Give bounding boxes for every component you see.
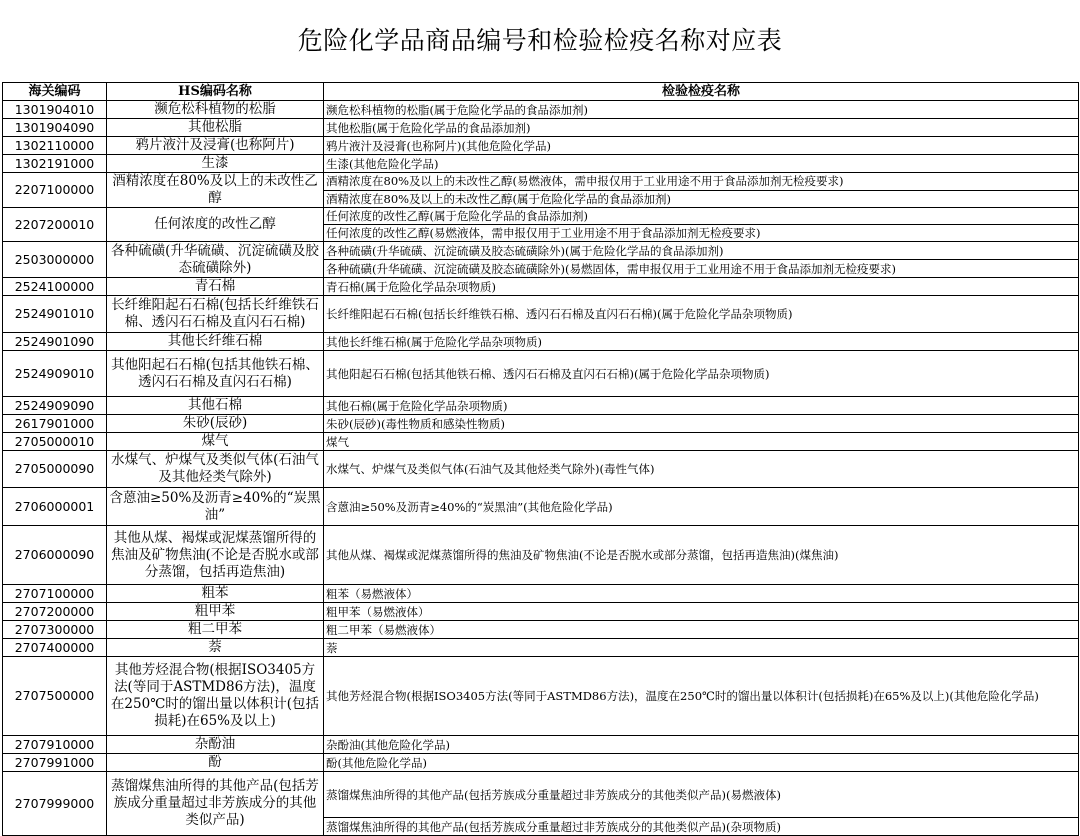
hs-name-cell: 酚 [107, 754, 324, 772]
inspection-name-cell: 生漆(其他危险化学品) [324, 155, 1079, 173]
customs-code-cell: 2524909090 [3, 397, 107, 415]
table-row [3, 208, 1079, 225]
hs-name-cell: 各种硫磺(升华硫磺、沉淀硫磺及胶态硫磺除外) [107, 242, 324, 278]
hs-name-cell: 其他石棉 [107, 397, 324, 415]
inspection-name-cell: 其他长纤维石棉(属于危险化学品杂项物质) [324, 333, 1079, 351]
inspection-name-cell: 其他松脂(属于危险化学品的食品添加剂) [324, 119, 1079, 137]
customs-code-cell: 2707100000 [3, 585, 107, 603]
inspection-name-cell: 蒸馏煤焦油所得的其他产品(包括芳族成分重量超过非芳族成分的其他类似产品)(易燃液体) [324, 772, 1079, 818]
table-header-row [3, 83, 1079, 101]
hs-name-cell: 濒危松科植物的松脂 [107, 101, 324, 119]
inspection-name-cell: 粗二甲苯（易燃液体） [324, 621, 1079, 639]
table-row [3, 488, 1079, 526]
table-row [3, 351, 1079, 397]
hs-name-cell: 其他芳烃混合物(根据ISO3405方法(等同于ASTMD86方法)，温度在250℃时的馏出量以体积计(包括损耗)在65%及以上) [107, 657, 324, 736]
customs-code-cell: 1302191000 [3, 155, 107, 173]
customs-code-cell: 2524100000 [3, 278, 107, 296]
header-inspection-name: 检验检疫名称 [324, 83, 1079, 101]
hs-name-cell: 其他松脂 [107, 119, 324, 137]
hs-name-cell: 杂酚油 [107, 736, 324, 754]
customs-code-cell: 2706000090 [3, 526, 107, 585]
hs-name-cell: 鸦片液汁及浸膏(也称阿片) [107, 137, 324, 155]
customs-code-cell: 2503000000 [3, 242, 107, 278]
table-row [3, 621, 1079, 639]
table-row [3, 639, 1079, 657]
table-row [3, 101, 1079, 119]
customs-code-cell: 2705000090 [3, 451, 107, 488]
inspection-name-cell: 蒸馏煤焦油所得的其他产品(包括芳族成分重量超过非芳族成分的其他类似产品)(杂项物质) [324, 818, 1079, 836]
hs-name-cell: 其他阳起石石棉(包括其他铁石棉、透闪石石棉及直闪石石棉) [107, 351, 324, 397]
hs-name-cell: 萘 [107, 639, 324, 657]
table-row [3, 173, 1079, 191]
inspection-name-cell: 其他石棉(属于危险化学品杂项物质) [324, 397, 1079, 415]
table-row [3, 296, 1079, 333]
inspection-name-cell: 濒危松科植物的松脂(属于危险化学品的食品添加剂) [324, 101, 1079, 119]
hs-name-cell: 朱砂(辰砂) [107, 415, 324, 433]
customs-code-cell: 1302110000 [3, 137, 107, 155]
inspection-name-cell: 青石棉(属于危险化学品杂项物质) [324, 278, 1079, 296]
customs-code-cell: 2707400000 [3, 639, 107, 657]
inspection-name-cell: 含蒽油≥50%及沥青≥40%的“炭黑油”(其他危险化学品) [324, 488, 1079, 526]
inspection-name-cell: 煤气 [324, 433, 1079, 451]
customs-code-cell: 2707500000 [3, 657, 107, 736]
customs-code-cell: 2617901000 [3, 415, 107, 433]
inspection-name-cell: 其他芳烃混合物(根据ISO3405方法(等同于ASTMD86方法)，温度在250℃时的馏出量以体积计(包括损耗)在65%及以上)(其他危险化学品) [324, 657, 1079, 736]
hs-name-cell: 含蒽油≥50%及沥青≥40%的“炭黑油” [107, 488, 324, 526]
hs-name-cell: 粗二甲苯 [107, 621, 324, 639]
table-row [3, 451, 1079, 488]
inspection-name-cell: 朱砂(辰砂)(毒性物质和感染性物质) [324, 415, 1079, 433]
header-hs-name: HS编码名称 [107, 83, 324, 101]
table-row [3, 278, 1079, 296]
customs-code-cell: 2524909010 [3, 351, 107, 397]
hs-name-cell: 酒精浓度在80%及以上的未改性乙醇 [107, 173, 324, 208]
hs-name-cell: 粗苯 [107, 585, 324, 603]
table-row [3, 754, 1079, 772]
customs-code-cell: 2707300000 [3, 621, 107, 639]
table-row [3, 397, 1079, 415]
inspection-name-cell: 酒精浓度在80%及以上的未改性乙醇(易燃液体，需申报仅用于工业用途不用于食品添加剂无检疫要求) [324, 173, 1079, 191]
customs-code-cell: 2524901090 [3, 333, 107, 351]
inspection-name-cell: 杂酚油(其他危险化学品) [324, 736, 1079, 754]
inspection-name-cell: 酒精浓度在80%及以上的未改性乙醇(属于危险化学品的食品添加剂) [324, 190, 1079, 208]
inspection-name-cell: 长纤维阳起石石棉(包括长纤维铁石棉、透闪石石棉及直闪石石棉)(属于危险化学品杂项物质) [324, 296, 1079, 333]
inspection-name-cell: 粗苯（易燃液体） [324, 585, 1079, 603]
table-row [3, 242, 1079, 260]
table-row [3, 333, 1079, 351]
table-row [3, 433, 1079, 451]
inspection-name-cell: 粗甲苯（易燃液体） [324, 603, 1079, 621]
customs-code-cell: 2707910000 [3, 736, 107, 754]
hs-name-cell: 蒸馏煤焦油所得的其他产品(包括芳族成分重量超过非芳族成分的其他类似产品) [107, 772, 324, 836]
header-customs-code: 海关编码 [3, 83, 107, 101]
customs-code-cell: 2707999000 [3, 772, 107, 836]
page-title: 危险化学品商品编号和检验检疫名称对应表 [297, 26, 783, 55]
customs-code-cell: 2707991000 [3, 754, 107, 772]
table-row [3, 585, 1079, 603]
table-row [3, 772, 1079, 818]
table-row [3, 603, 1079, 621]
customs-code-cell: 2524901010 [3, 296, 107, 333]
inspection-name-cell: 萘 [324, 639, 1079, 657]
inspection-name-cell: 酚(其他危险化学品) [324, 754, 1079, 772]
table-row [3, 119, 1079, 137]
table-row [3, 526, 1079, 585]
table-row [3, 155, 1079, 173]
hs-name-cell: 青石棉 [107, 278, 324, 296]
hs-name-cell: 水煤气、炉煤气及类似气体(石油气及其他烃类气除外) [107, 451, 324, 488]
hazardous-chemicals-table [2, 82, 1079, 836]
hs-name-cell: 生漆 [107, 155, 324, 173]
hs-name-cell: 其他长纤维石棉 [107, 333, 324, 351]
inspection-name-cell: 其他从煤、褐煤或泥煤蒸馏所得的焦油及矿物焦油(不论是否脱水或部分蒸馏，包括再造焦油)(煤焦油) [324, 526, 1079, 585]
table-row [3, 415, 1079, 433]
customs-code-cell: 2707200000 [3, 603, 107, 621]
hs-name-cell: 其他从煤、褐煤或泥煤蒸馏所得的焦油及矿物焦油(不论是否脱水或部分蒸馏，包括再造焦油) [107, 526, 324, 585]
table-row [3, 736, 1079, 754]
table-row [3, 657, 1079, 736]
customs-code-cell: 1301904090 [3, 119, 107, 137]
customs-code-cell: 2207200010 [3, 208, 107, 242]
hs-name-cell: 粗甲苯 [107, 603, 324, 621]
hs-name-cell: 任何浓度的改性乙醇 [107, 208, 324, 242]
hs-name-cell: 煤气 [107, 433, 324, 451]
hs-name-cell: 长纤维阳起石石棉(包括长纤维铁石棉、透闪石石棉及直闪石石棉) [107, 296, 324, 333]
inspection-name-cell: 鸦片液汁及浸膏(也称阿片)(其他危险化学品) [324, 137, 1079, 155]
inspection-name-cell: 其他阳起石石棉(包括其他铁石棉、透闪石石棉及直闪石石棉)(属于危险化学品杂项物质) [324, 351, 1079, 397]
inspection-name-cell: 任何浓度的改性乙醇(易燃液体，需申报仅用于工业用途不用于食品添加剂无检疫要求) [324, 225, 1079, 242]
customs-code-cell: 2706000001 [3, 488, 107, 526]
customs-code-cell: 1301904010 [3, 101, 107, 119]
inspection-name-cell: 各种硫磺(升华硫磺、沉淀硫磺及胶态硫磺除外)(属于危险化学品的食品添加剂) [324, 242, 1079, 260]
inspection-name-cell: 各种硫磺(升华硫磺、沉淀硫磺及胶态硫磺除外)(易燃固体，需申报仅用于工业用途不用于食品添加剂无检疫要求) [324, 260, 1079, 278]
table-row [3, 137, 1079, 155]
customs-code-cell: 2207100000 [3, 173, 107, 208]
inspection-name-cell: 水煤气、炉煤气及类似气体(石油气及其他烃类气除外)(毒性气体) [324, 451, 1079, 488]
customs-code-cell: 2705000010 [3, 433, 107, 451]
inspection-name-cell: 任何浓度的改性乙醇(属于危险化学品的食品添加剂) [324, 208, 1079, 225]
